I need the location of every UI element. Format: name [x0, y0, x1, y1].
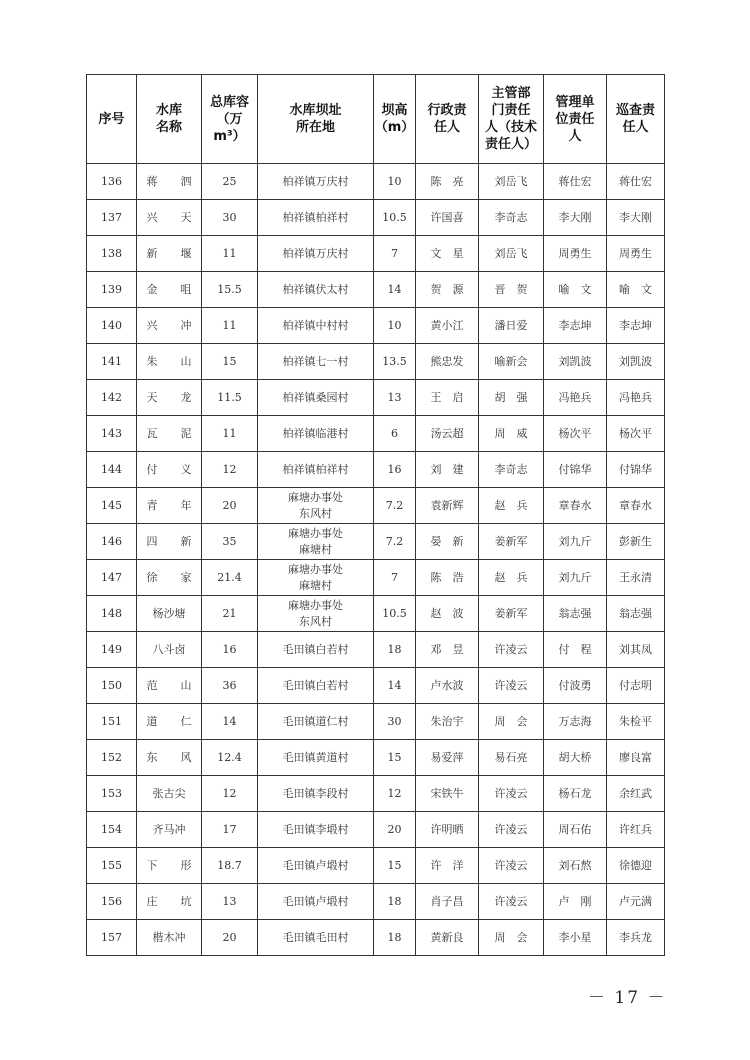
reservoir-name-cell: 道 仁 — [137, 704, 202, 740]
patrol-responsible-cell: 许红兵 — [607, 812, 665, 848]
location-line: 柏祥镇伏太村 — [282, 282, 349, 296]
capacity-cell: 12 — [202, 452, 258, 488]
location-line: 柏祥镇桑园村 — [282, 390, 349, 404]
header-line: 任人 — [622, 120, 649, 135]
patrol-responsible-cell: 王永清 — [607, 560, 665, 596]
location-cell — [258, 452, 374, 488]
location-line: 柏祥镇临港村 — [282, 426, 349, 440]
admin-responsible-cell: 肖子昌 — [416, 884, 479, 920]
dept-responsible-cell: 许凌云 — [479, 848, 544, 884]
mgmt-responsible-cell: 杨次平 — [544, 416, 607, 452]
mgmt-responsible-cell: 付 程 — [544, 632, 607, 668]
index-cell: 146 — [87, 524, 137, 560]
mgmt-responsible-cell: 章春水 — [544, 488, 607, 524]
location-cell — [258, 524, 374, 560]
admin-responsible-cell: 陈 浩 — [416, 560, 479, 596]
reservoir-name-cell: 天 龙 — [137, 380, 202, 416]
capacity-cell: 20 — [202, 488, 258, 524]
dam-height-cell: 13.5 — [374, 344, 416, 380]
mgmt-responsible-cell: 蒋仕宏 — [544, 164, 607, 200]
location-line: 麻塘村 — [299, 578, 332, 592]
table-row — [87, 704, 665, 740]
admin-responsible-cell: 贺 源 — [416, 272, 479, 308]
dam-height-cell: 10 — [374, 164, 416, 200]
location-line: 柏祥镇柏祥村 — [282, 462, 349, 476]
mgmt-responsible-cell: 万志海 — [544, 704, 607, 740]
dam-height-cell: 15 — [374, 848, 416, 884]
reservoir-name-cell: 兴 天 — [137, 200, 202, 236]
patrol-responsible-cell: 廖良富 — [607, 740, 665, 776]
dept-responsible-cell: 姜新军 — [479, 524, 544, 560]
index-cell: 136 — [87, 164, 137, 200]
patrol-responsible-cell: 刘凯波 — [607, 344, 665, 380]
location-cell — [258, 380, 374, 416]
patrol-responsible-cell: 余红武 — [607, 776, 665, 812]
header-col-mgmt-responsible — [544, 75, 607, 164]
header-line: 位责任 — [555, 111, 595, 127]
reservoir-name-cell: 徐 家 — [137, 560, 202, 596]
location-line: 麻塘村 — [299, 542, 332, 556]
header-line: 主管部 — [491, 86, 531, 101]
table-row — [87, 848, 665, 884]
header-col-patrol-responsible — [607, 75, 665, 164]
reservoir-name-cell: 齐马冲 — [137, 812, 202, 848]
admin-responsible-cell: 刘 建 — [416, 452, 479, 488]
index-cell: 144 — [87, 452, 137, 488]
admin-responsible-cell: 汤云超 — [416, 416, 479, 452]
dept-responsible-cell: 姜新军 — [479, 596, 544, 632]
mgmt-responsible-cell: 卢 刚 — [544, 884, 607, 920]
admin-responsible-cell: 宋铁牛 — [416, 776, 479, 812]
reservoir-name-cell: 东 风 — [137, 740, 202, 776]
index-cell: 149 — [87, 632, 137, 668]
patrol-responsible-cell: 李兵龙 — [607, 920, 665, 956]
location-cell — [258, 200, 374, 236]
patrol-responsible-cell: 付志明 — [607, 668, 665, 704]
admin-responsible-cell: 黄新良 — [416, 920, 479, 956]
table-row — [87, 632, 665, 668]
dam-height-cell: 18 — [374, 920, 416, 956]
header-line: 水库坝址 — [289, 103, 342, 118]
reservoir-name-cell: 付 义 — [137, 452, 202, 488]
table-row — [87, 668, 665, 704]
mgmt-responsible-cell: 翁志强 — [544, 596, 607, 632]
location-line: 毛田镇道仁村 — [282, 714, 349, 728]
table-body — [87, 164, 665, 956]
table-row — [87, 740, 665, 776]
patrol-responsible-cell: 卢元满 — [607, 884, 665, 920]
header-line: 总库容 — [209, 94, 249, 110]
dept-responsible-cell: 周 会 — [479, 920, 544, 956]
capacity-cell: 30 — [202, 200, 258, 236]
mgmt-responsible-cell: 杨石龙 — [544, 776, 607, 812]
location-line: 毛田镇卢塅村 — [282, 858, 349, 872]
dam-height-cell: 6 — [374, 416, 416, 452]
dept-responsible-cell: 潘日爱 — [479, 308, 544, 344]
reservoir-name-cell: 下 形 — [137, 848, 202, 884]
mgmt-responsible-cell: 刘石熬 — [544, 848, 607, 884]
index-cell: 152 — [87, 740, 137, 776]
dam-height-cell: 7.2 — [374, 524, 416, 560]
capacity-cell: 20 — [202, 920, 258, 956]
header-line: 门责任 — [491, 103, 531, 118]
dept-responsible-cell: 周 会 — [479, 704, 544, 740]
location-line: 麻塘办事处 — [288, 490, 343, 504]
mgmt-responsible-cell: 李志坤 — [544, 308, 607, 344]
dept-responsible-cell: 刘岳飞 — [479, 236, 544, 272]
dam-height-cell: 16 — [374, 452, 416, 488]
header-col-dept-responsible — [479, 75, 544, 164]
location-cell — [258, 308, 374, 344]
index-cell: 143 — [87, 416, 137, 452]
capacity-cell: 11.5 — [202, 380, 258, 416]
reservoir-name-cell: 新 堰 — [137, 236, 202, 272]
dept-responsible-cell: 许凌云 — [479, 776, 544, 812]
header-col-index — [87, 75, 137, 164]
location-cell — [258, 164, 374, 200]
table-row — [87, 884, 665, 920]
dept-responsible-cell: 李奇志 — [479, 452, 544, 488]
mgmt-responsible-cell: 付锦华 — [544, 452, 607, 488]
dept-responsible-cell: 许凌云 — [479, 884, 544, 920]
index-cell: 155 — [87, 848, 137, 884]
patrol-responsible-cell: 朱检平 — [607, 704, 665, 740]
index-cell: 151 — [87, 704, 137, 740]
patrol-responsible-cell: 刘其凤 — [607, 632, 665, 668]
index-cell: 141 — [87, 344, 137, 380]
header-col-reservoir-name — [137, 75, 202, 164]
table-row — [87, 344, 665, 380]
location-line: 毛田镇毛田村 — [282, 930, 349, 944]
location-cell — [258, 488, 374, 524]
location-cell — [258, 560, 374, 596]
patrol-responsible-cell: 章春水 — [607, 488, 665, 524]
capacity-cell: 11 — [202, 236, 258, 272]
reservoir-name-cell: 金 咀 — [137, 272, 202, 308]
header-line: 责任人） — [484, 137, 537, 152]
reservoir-name-cell: 杨沙塘 — [137, 596, 202, 632]
dept-responsible-cell: 赵 兵 — [479, 560, 544, 596]
table-row — [87, 776, 665, 812]
admin-responsible-cell: 赵 波 — [416, 596, 479, 632]
dept-responsible-cell: 许凌云 — [479, 632, 544, 668]
index-cell: 138 — [87, 236, 137, 272]
table-row — [87, 920, 665, 956]
index-cell: 153 — [87, 776, 137, 812]
index-cell: 147 — [87, 560, 137, 596]
location-line: 麻塘办事处 — [288, 598, 343, 612]
dept-responsible-cell: 易石亮 — [479, 740, 544, 776]
patrol-responsible-cell: 付锦华 — [607, 452, 665, 488]
dam-height-cell: 7 — [374, 560, 416, 596]
patrol-responsible-cell: 杨次平 — [607, 416, 665, 452]
location-cell — [258, 272, 374, 308]
header-line: 行政责 — [427, 103, 467, 118]
index-cell: 157 — [87, 920, 137, 956]
dam-height-cell: 30 — [374, 704, 416, 740]
admin-responsible-cell: 卢水波 — [416, 668, 479, 704]
dept-responsible-cell: 晋 贺 — [479, 272, 544, 308]
location-cell — [258, 704, 374, 740]
capacity-cell: 11 — [202, 416, 258, 452]
mgmt-responsible-cell: 刘凯波 — [544, 344, 607, 380]
location-cell — [258, 812, 374, 848]
location-cell — [258, 416, 374, 452]
admin-responsible-cell: 陈 亮 — [416, 164, 479, 200]
table-row — [87, 488, 665, 524]
patrol-responsible-cell: 冯艳兵 — [607, 380, 665, 416]
reservoir-name-cell: 张古尖 — [137, 776, 202, 812]
dept-responsible-cell: 许凌云 — [479, 812, 544, 848]
index-cell: 150 — [87, 668, 137, 704]
dam-height-cell: 10 — [374, 308, 416, 344]
header-line: 名称 — [155, 120, 182, 135]
dam-height-cell: 15 — [374, 740, 416, 776]
header-col-dam-height — [374, 75, 416, 164]
index-cell: 137 — [87, 200, 137, 236]
patrol-responsible-cell: 喻 文 — [607, 272, 665, 308]
admin-responsible-cell: 熊忠发 — [416, 344, 479, 380]
index-cell: 142 — [87, 380, 137, 416]
header-line: 水库 — [155, 103, 182, 118]
location-cell — [258, 344, 374, 380]
reservoir-name-cell: 四 新 — [137, 524, 202, 560]
location-line: 东风村 — [299, 614, 332, 628]
table-row — [87, 812, 665, 848]
reservoir-name-cell: 八斗卤 — [137, 632, 202, 668]
capacity-cell: 12 — [202, 776, 258, 812]
reservoir-name-cell: 青 年 — [137, 488, 202, 524]
table-header-row — [87, 75, 665, 164]
location-line: 麻塘办事处 — [288, 526, 343, 540]
capacity-cell: 17 — [202, 812, 258, 848]
index-cell: 139 — [87, 272, 137, 308]
dam-height-cell: 18 — [374, 632, 416, 668]
capacity-cell: 15 — [202, 344, 258, 380]
capacity-cell: 11 — [202, 308, 258, 344]
location-line: 毛田镇卢塅村 — [282, 894, 349, 908]
patrol-responsible-cell: 翁志强 — [607, 596, 665, 632]
mgmt-responsible-cell: 冯艳兵 — [544, 380, 607, 416]
index-cell: 140 — [87, 308, 137, 344]
dept-responsible-cell: 胡 强 — [479, 380, 544, 416]
admin-responsible-cell: 袁新辉 — [416, 488, 479, 524]
index-cell: 154 — [87, 812, 137, 848]
table-row — [87, 200, 665, 236]
mgmt-responsible-cell: 喻 文 — [544, 272, 607, 308]
location-line: 毛田镇李塅村 — [282, 822, 349, 836]
mgmt-responsible-cell: 李大刚 — [544, 200, 607, 236]
admin-responsible-cell: 许 洋 — [416, 848, 479, 884]
mgmt-responsible-cell: 李小星 — [544, 920, 607, 956]
header-line: 管理单 — [555, 94, 595, 110]
location-line: 毛田镇白若村 — [282, 678, 349, 692]
header-col-admin-responsible — [416, 75, 479, 164]
admin-responsible-cell: 王 启 — [416, 380, 479, 416]
location-cell — [258, 776, 374, 812]
header-line: 人（技术 — [484, 120, 537, 135]
patrol-responsible-cell: 李大刚 — [607, 200, 665, 236]
dept-responsible-cell: 李奇志 — [479, 200, 544, 236]
table-row — [87, 380, 665, 416]
capacity-cell: 21.4 — [202, 560, 258, 596]
location-cell — [258, 668, 374, 704]
index-cell: 148 — [87, 596, 137, 632]
table-row — [87, 560, 665, 596]
table-row — [87, 524, 665, 560]
header-line: 人 — [568, 128, 582, 144]
capacity-cell: 35 — [202, 524, 258, 560]
dam-height-cell: 18 — [374, 884, 416, 920]
mgmt-responsible-cell: 胡大桥 — [544, 740, 607, 776]
location-cell — [258, 848, 374, 884]
dept-responsible-cell: 周 威 — [479, 416, 544, 452]
dam-height-cell: 10.5 — [374, 596, 416, 632]
dam-height-cell: 20 — [374, 812, 416, 848]
capacity-cell: 18.7 — [202, 848, 258, 884]
index-cell: 145 — [87, 488, 137, 524]
patrol-responsible-cell: 周勇生 — [607, 236, 665, 272]
location-line: 柏祥镇柏祥村 — [282, 210, 349, 224]
location-cell — [258, 884, 374, 920]
dept-responsible-cell: 喻新会 — [479, 344, 544, 380]
capacity-cell: 25 — [202, 164, 258, 200]
dam-height-cell: 14 — [374, 668, 416, 704]
location-cell — [258, 920, 374, 956]
header-line: 巡查责 — [615, 103, 655, 118]
mgmt-responsible-cell: 付波勇 — [544, 668, 607, 704]
mgmt-responsible-cell: 周勇生 — [544, 236, 607, 272]
reservoir-name-cell: 朱 山 — [137, 344, 202, 380]
capacity-cell: 14 — [202, 704, 258, 740]
location-line: 毛田镇李段村 — [282, 786, 349, 800]
capacity-cell: 15.5 — [202, 272, 258, 308]
reservoir-name-cell: 楷木冲 — [137, 920, 202, 956]
mgmt-responsible-cell: 刘九斤 — [544, 524, 607, 560]
location-line: 柏祥镇七一村 — [282, 354, 349, 368]
reservoir-name-cell: 瓦 泥 — [137, 416, 202, 452]
location-cell — [258, 632, 374, 668]
reservoir-name-cell: 蒋 泗 — [137, 164, 202, 200]
location-line: 东风村 — [299, 506, 332, 520]
header-line: （万 m³） — [213, 111, 246, 144]
location-line: 柏祥镇中村村 — [282, 318, 349, 332]
admin-responsible-cell: 黄小江 — [416, 308, 479, 344]
index-cell: 156 — [87, 884, 137, 920]
page-number: － 17 － — [588, 988, 667, 1008]
reservoir-name-cell: 庄 坑 — [137, 884, 202, 920]
dept-responsible-cell: 许凌云 — [479, 668, 544, 704]
admin-responsible-cell: 易爱萍 — [416, 740, 479, 776]
dam-height-cell: 10.5 — [374, 200, 416, 236]
capacity-cell: 21 — [202, 596, 258, 632]
location-cell — [258, 596, 374, 632]
dam-height-cell: 13 — [374, 380, 416, 416]
location-cell — [258, 740, 374, 776]
capacity-cell: 13 — [202, 884, 258, 920]
location-cell — [258, 236, 374, 272]
location-line: 柏祥镇万庆村 — [282, 246, 349, 260]
admin-responsible-cell: 许国喜 — [416, 200, 479, 236]
admin-responsible-cell: 邓 昱 — [416, 632, 479, 668]
admin-responsible-cell: 晏 新 — [416, 524, 479, 560]
dept-responsible-cell: 刘岳飞 — [479, 164, 544, 200]
dam-height-cell: 7.2 — [374, 488, 416, 524]
dam-height-cell: 14 — [374, 272, 416, 308]
table-row — [87, 452, 665, 488]
header-col-total-capacity — [202, 75, 258, 164]
table-row — [87, 272, 665, 308]
admin-responsible-cell: 文 星 — [416, 236, 479, 272]
header-line: 所在地 — [295, 120, 335, 135]
location-line: 毛田镇白若村 — [282, 642, 349, 656]
patrol-responsible-cell: 蒋仕宏 — [607, 164, 665, 200]
location-line: 柏祥镇万庆村 — [282, 174, 349, 188]
table-row — [87, 164, 665, 200]
mgmt-responsible-cell: 刘九斤 — [544, 560, 607, 596]
capacity-cell: 16 — [202, 632, 258, 668]
header-line: （m） — [374, 120, 415, 135]
table-row — [87, 236, 665, 272]
dam-height-cell: 12 — [374, 776, 416, 812]
reservoir-name-cell: 范 山 — [137, 668, 202, 704]
header-line: 坝高 — [381, 103, 408, 118]
location-line: 毛田镇黄道村 — [282, 750, 349, 764]
admin-responsible-cell: 许明晒 — [416, 812, 479, 848]
header-line: 任人 — [433, 120, 460, 135]
capacity-cell: 12.4 — [202, 740, 258, 776]
capacity-cell: 36 — [202, 668, 258, 704]
mgmt-responsible-cell: 周石佑 — [544, 812, 607, 848]
table-row — [87, 416, 665, 452]
admin-responsible-cell: 朱治宇 — [416, 704, 479, 740]
reservoir-name-cell: 兴 冲 — [137, 308, 202, 344]
header-col-dam-location — [258, 75, 374, 164]
patrol-responsible-cell: 徐德迎 — [607, 848, 665, 884]
patrol-responsible-cell: 彭新生 — [607, 524, 665, 560]
table-row — [87, 596, 665, 632]
dam-height-cell: 7 — [374, 236, 416, 272]
patrol-responsible-cell: 李志坤 — [607, 308, 665, 344]
reservoir-responsibility-table — [86, 74, 665, 956]
header-line: 序号 — [98, 111, 125, 127]
dept-responsible-cell: 赵 兵 — [479, 488, 544, 524]
table-row — [87, 308, 665, 344]
location-line: 麻塘办事处 — [288, 562, 343, 576]
